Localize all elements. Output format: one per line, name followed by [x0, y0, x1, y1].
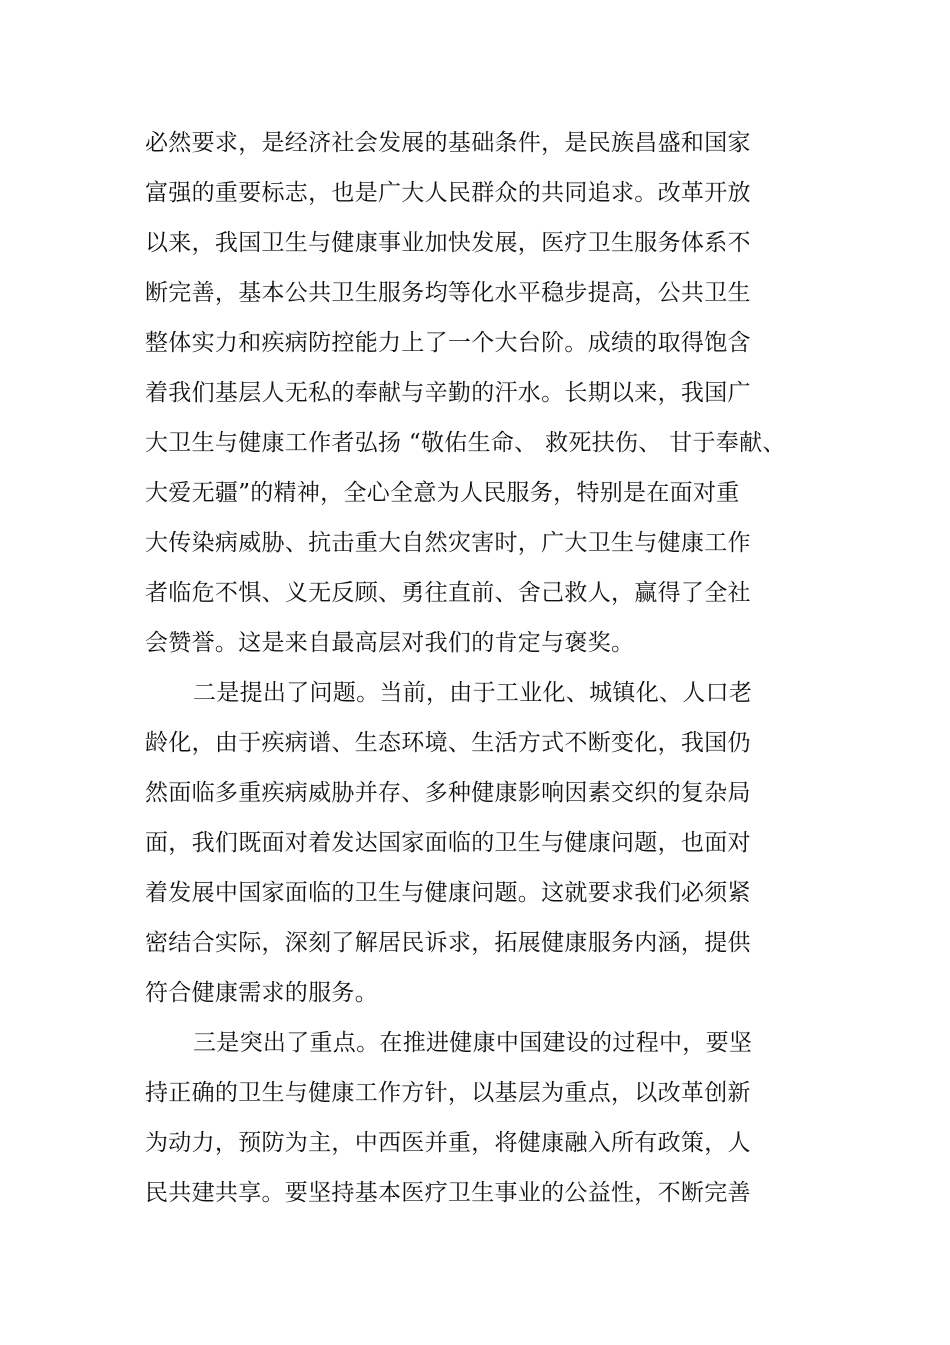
text-line: 密结合实际，深刻了解居民诉求，拓展健康服务内涵，提供 — [145, 930, 751, 956]
text-line: 民共建共享。要坚持基本医疗卫生事业的公益性，不断完善 — [145, 1180, 751, 1206]
text-line: 着我们基层人无私的奉献与辛勤的汗水。长期以来，我国广 — [145, 380, 751, 406]
text-line: 会赞誉。这是来自最高层对我们的肯定与褒奖。 — [145, 630, 635, 656]
text-line: 断完善，基本公共卫生服务均等化水平稳步提高，公共卫生 — [145, 280, 751, 306]
text-line: 面，我们既面对着发达国家面临的卫生与健康问题，也面对 — [145, 830, 751, 856]
text-line: 符合健康需求的服务。 — [145, 980, 378, 1006]
text-line: 必然要求，是经济社会发展的基础条件，是民族昌盛和国家 — [145, 130, 751, 156]
text-line: 为动力，预防为主，中西医并重，将健康融入所有政策，人 — [145, 1130, 751, 1156]
text-line: 着发展中国家面临的卫生与健康问题。这就要求我们必须紧 — [145, 880, 751, 906]
text-line: 大卫生与健康工作者弘扬 “敬佑生命、 救死扶伤、 甘于奉献、 — [145, 430, 786, 456]
text-line: 持正确的卫生与健康工作方针，以基层为重点，以改革创新 — [145, 1080, 751, 1106]
text-line: 富强的重要标志，也是广大人民群众的共同追求。改革开放 — [145, 180, 751, 206]
text-line: 大爱无疆”的精神，全心全意为人民服务，特别是在面对重 — [145, 480, 740, 506]
paragraph-start-line: 二是提出了问题。当前，由于工业化、城镇化、人口老 — [193, 680, 753, 706]
text-line: 整体实力和疾病防控能力上了一个大台阶。成绩的取得饱含 — [145, 330, 751, 356]
text-line: 龄化，由于疾病谱、生态环境、生活方式不断变化，我国仍 — [145, 730, 751, 756]
text-line: 以来，我国卫生与健康事业加快发展，医疗卫生服务体系不 — [145, 230, 751, 256]
text-line: 然面临多重疾病威胁并存、多种健康影响因素交织的复杂局 — [145, 780, 751, 806]
text-line: 者临危不惧、义无反顾、勇往直前、舍己救人，赢得了全社 — [145, 580, 751, 606]
text-line: 大传染病威胁、抗击重大自然灾害时，广大卫生与健康工作 — [145, 530, 751, 556]
paragraph-start-line: 三是突出了重点。在推进健康中国建设的过程中，要坚 — [193, 1030, 753, 1056]
